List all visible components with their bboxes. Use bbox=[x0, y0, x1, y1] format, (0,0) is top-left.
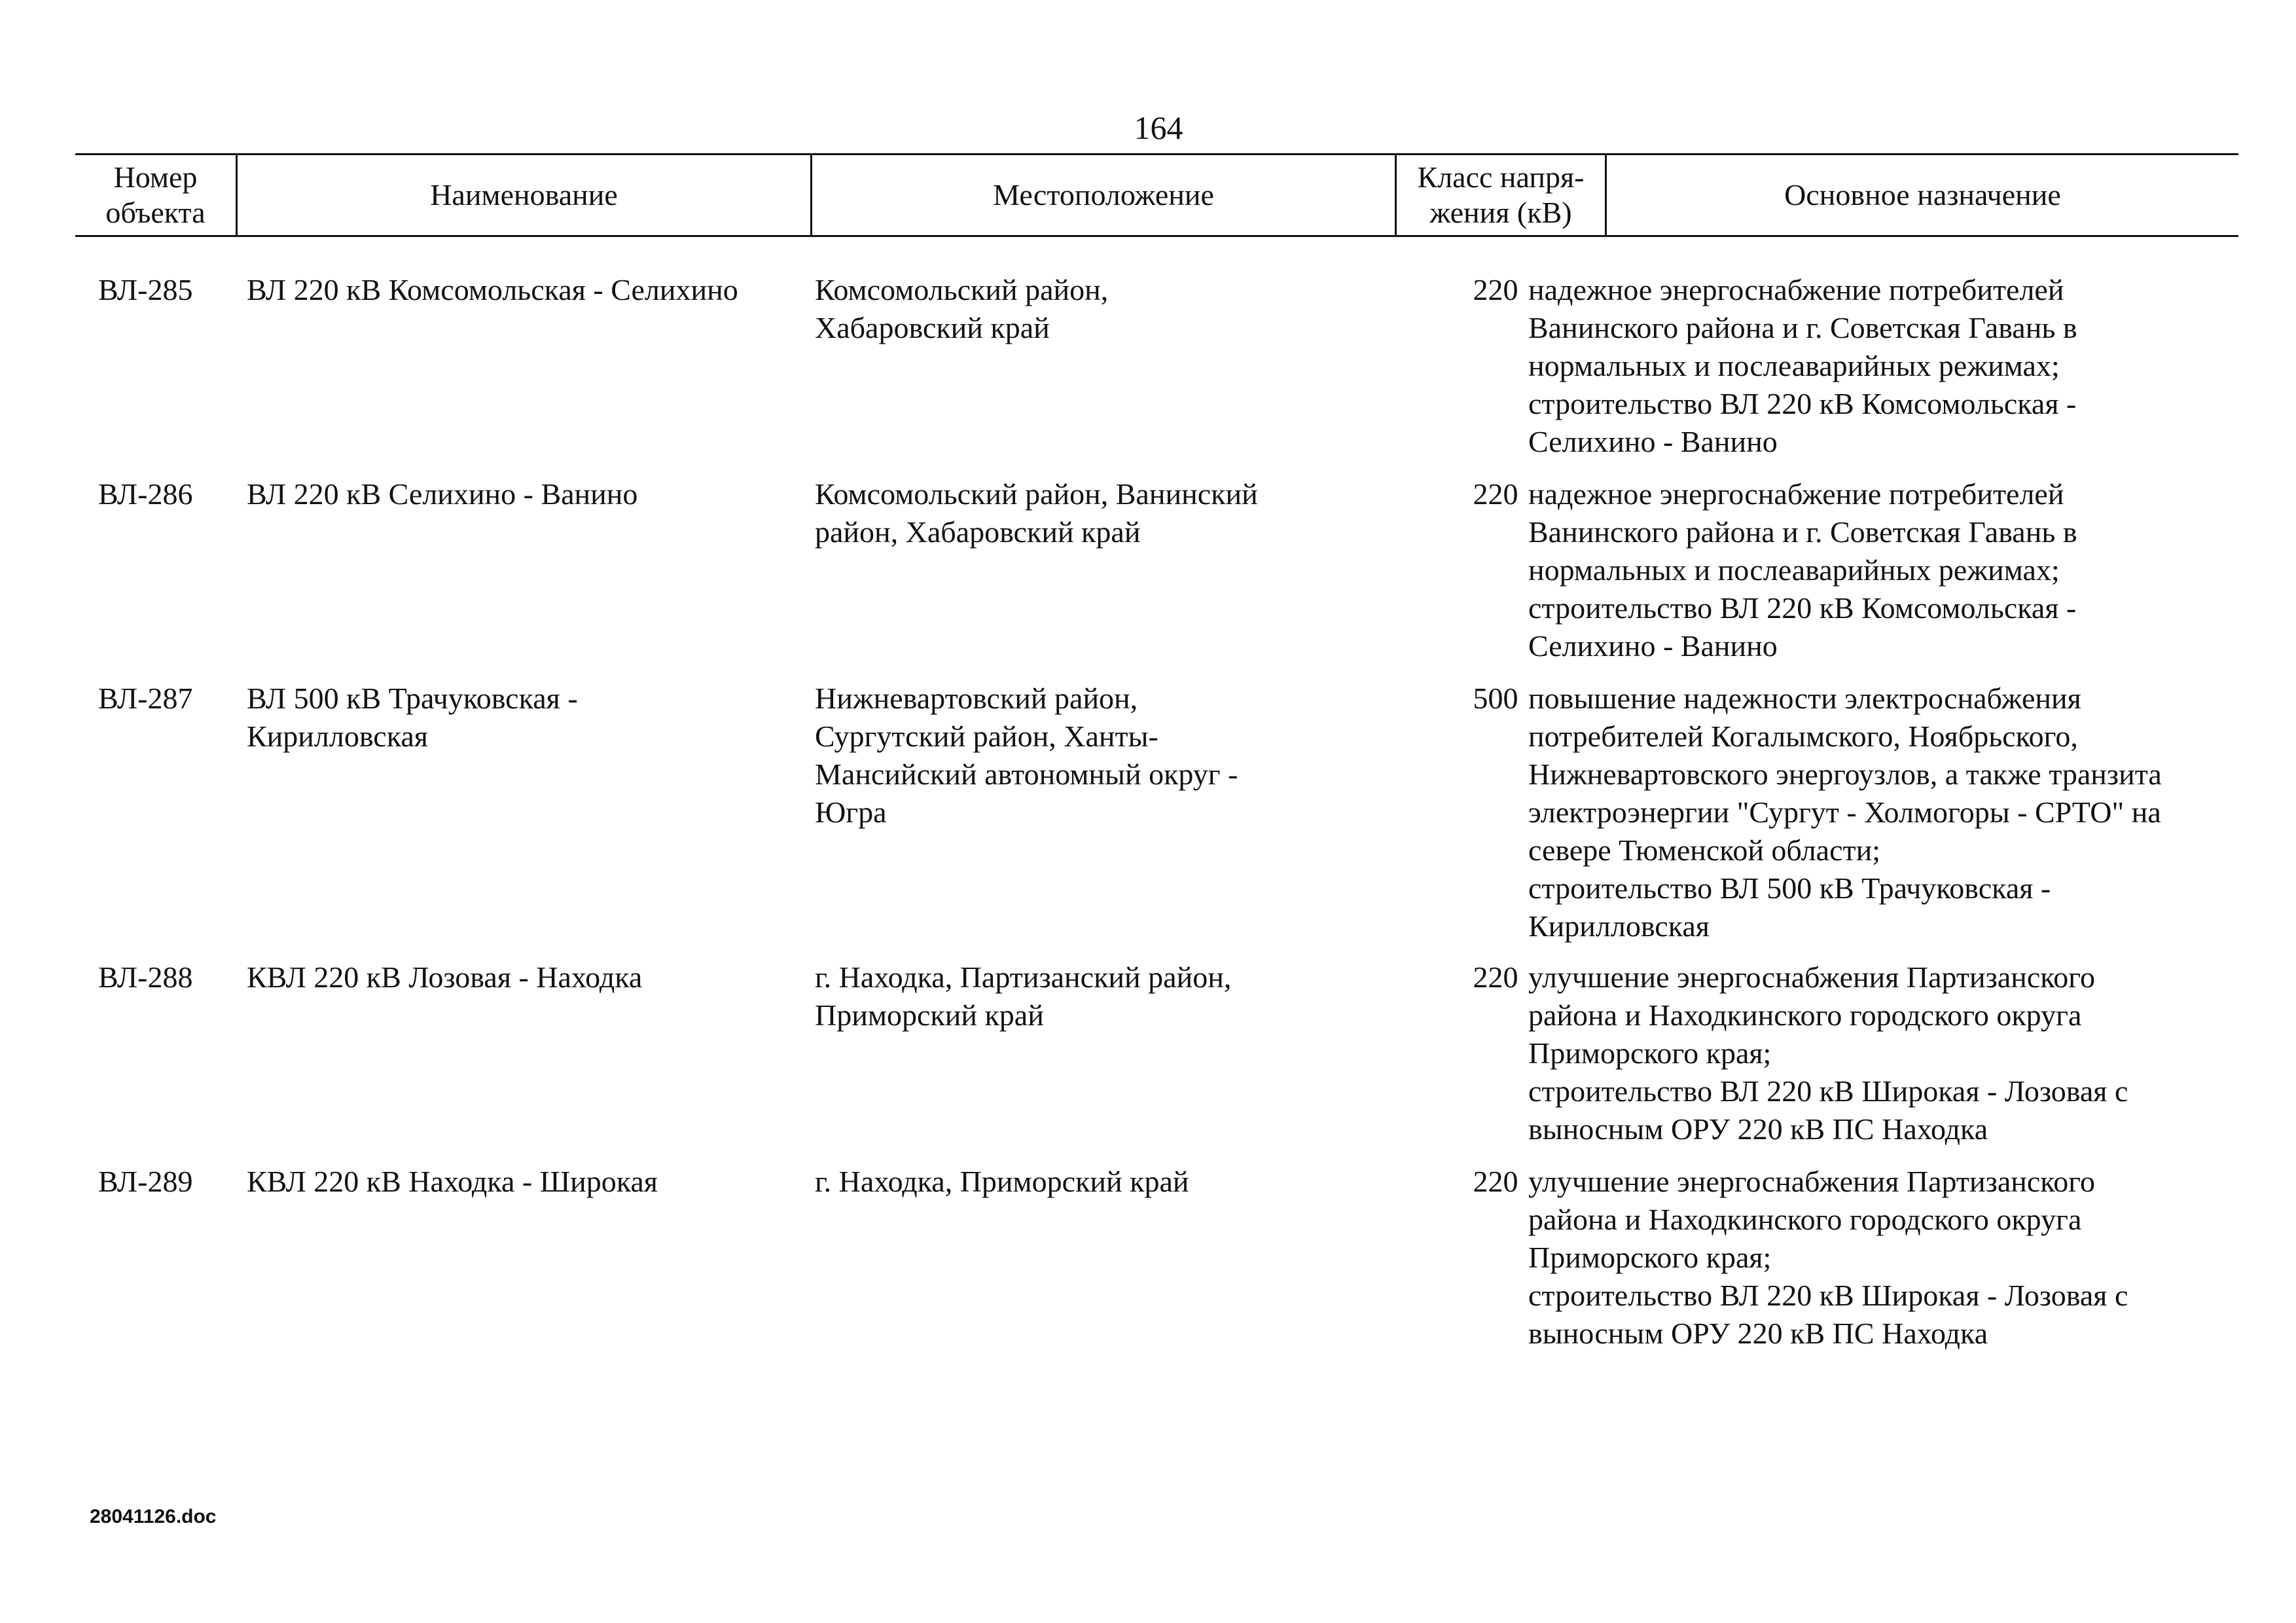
object-location: Нижневартовский район, Сургутский район, Ханты- Мансийский автономный округ - Югра bbox=[815, 682, 1238, 829]
object-name: КВЛ 220 кВ Лозовая - Находка bbox=[247, 960, 643, 994]
object-name: ВЛ 500 кВ Трачуковская - Кирилловская bbox=[247, 682, 578, 753]
object-name: КВЛ 220 кВ Находка - Широкая bbox=[247, 1165, 658, 1198]
object-location: г. Находка, Партизанский район, Приморский край bbox=[815, 960, 1232, 1032]
header-number: Номер объекта bbox=[105, 160, 206, 229]
object-voltage: 220 bbox=[1473, 1165, 1518, 1198]
object-number: ВЛ-288 bbox=[98, 960, 193, 994]
object-name: ВЛ 220 кВ Селихино - Ванино bbox=[247, 477, 638, 511]
object-voltage: 220 bbox=[1473, 477, 1518, 511]
object-purpose: улучшение энергоснабжения Партизанского района и Находкинского городского округа Приморского края; строительство ВЛ 220 кВ Широкая - Лозовая с выносным ОРУ 220 кВ ПС Находка bbox=[1528, 1165, 2128, 1350]
header-voltage: Класс напря- жения (кВ) bbox=[1417, 160, 1585, 229]
object-voltage: 500 bbox=[1473, 682, 1518, 715]
object-purpose: надежное энергоснабжение потребителей Ванинского района и г. Советская Гавань в нормальных и послеаварийных режимах; строительство ВЛ 220 кВ Комсомольская - Селихино - Ванино bbox=[1528, 477, 2077, 663]
object-number: ВЛ-285 bbox=[98, 273, 193, 306]
object-location: Комсомольский район, Ванинский район, Хабаровский край bbox=[815, 477, 1258, 549]
object-purpose: повышение надежности электроснабжения потребителей Когалымского, Ноябрьского, Нижневартовского энергоузлов, а также транзита электроэнергии "Сургут - Холмогоры - СРТО" на севере Тюменской области; строительство ВЛ 500 кВ Трачуковская - Кирилловская bbox=[1528, 682, 2162, 943]
table-header bbox=[75, 153, 2238, 237]
object-number: ВЛ-286 bbox=[98, 477, 193, 511]
object-location: г. Находка, Приморский край bbox=[815, 1165, 1189, 1198]
object-purpose: надежное энергоснабжение потребителей Ванинского района и г. Советская Гавань в нормальных и послеаварийных режимах; строительство ВЛ 220 кВ Комсомольская - Селихино - Ванино bbox=[1528, 273, 2077, 458]
document-filename: 28041126.doc bbox=[90, 1506, 217, 1527]
object-name: ВЛ 220 кВ Комсомольская - Селихино bbox=[247, 273, 738, 306]
object-number: ВЛ-289 bbox=[98, 1165, 193, 1198]
object-voltage: 220 bbox=[1473, 273, 1518, 306]
header-purpose: Основное назначение bbox=[1784, 178, 2061, 211]
object-location: Комсомольский район, Хабаровский край bbox=[815, 273, 1109, 344]
page-number: 164 bbox=[1134, 109, 1183, 146]
header-location: Местоположение bbox=[993, 178, 1214, 211]
object-number: ВЛ-287 bbox=[98, 682, 193, 715]
object-voltage: 220 bbox=[1473, 960, 1518, 994]
objects-table bbox=[75, 153, 2238, 1350]
header-name: Наименование bbox=[430, 178, 618, 211]
object-purpose: улучшение энергоснабжения Партизанского района и Находкинского городского округа Приморского края; строительство ВЛ 220 кВ Широкая - Лозовая с выносным ОРУ 220 кВ ПС Находка bbox=[1528, 960, 2128, 1146]
